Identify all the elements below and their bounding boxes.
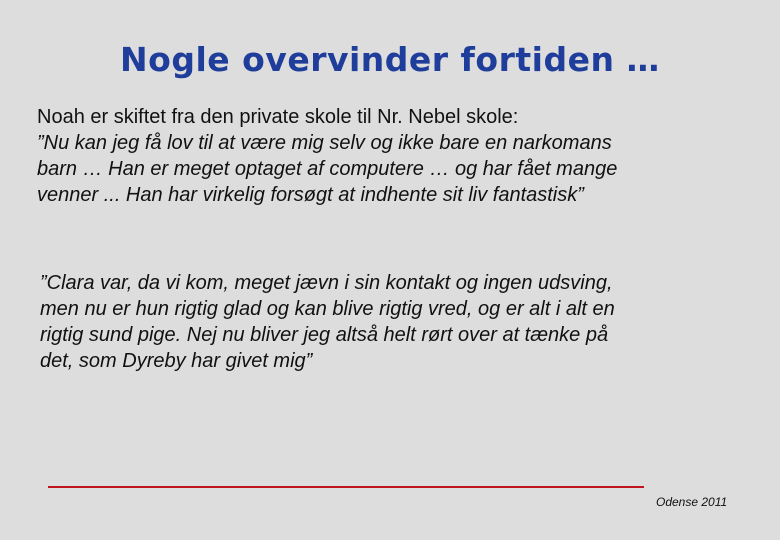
clara-quote [40, 270, 760, 374]
intro-quote-line: barn … Han er meget optaget af computere … og har fået mange [37, 158, 618, 180]
footer-text: Odense 2011 [656, 495, 728, 509]
clara-quote-line: men nu er hun rigtig glad og kan blive rigtig vred, og er alt i alt en [40, 298, 615, 320]
intro-quote-line: ”Nu kan jeg få lov til at være mig selv og ikke bare en narkomans [37, 132, 612, 154]
clara-quote-line: det, som Dyreby har givet mig” [40, 350, 313, 372]
footer-divider [48, 486, 644, 488]
intro-line: Noah er skiftet fra den private skole til Nr. Nebel skole: [37, 106, 519, 128]
clara-quote-line: ”Clara var, da vi kom, meget jævn i sin kontakt og ingen udsving, [40, 272, 613, 294]
intro-paragraph [37, 104, 757, 208]
slide-title: Nogle overvinder fortiden … [120, 40, 660, 79]
intro-quote-line: venner ... Han har virkelig forsøgt at indhente sit liv fantastisk” [37, 184, 584, 206]
clara-quote-line: rigtig sund pige. Nej nu bliver jeg altså helt rørt over at tænke på [40, 324, 609, 346]
